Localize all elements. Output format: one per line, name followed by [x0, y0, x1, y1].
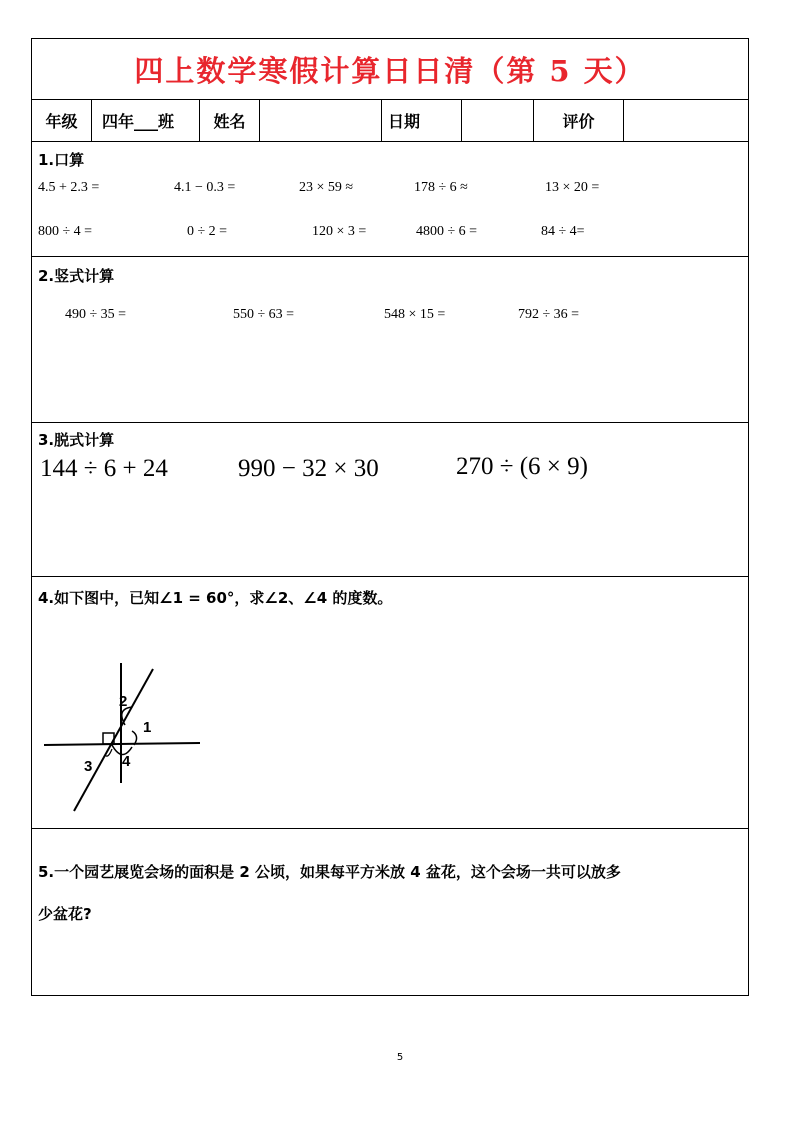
oral-problem: 13 × 20 =	[545, 180, 600, 195]
page-title: 四上数学寒假计算日日清（第 5 天）	[134, 53, 646, 88]
oral-problem: 0 ÷ 2 =	[187, 224, 228, 239]
vertical-problem: 550 ÷ 63 =	[233, 307, 295, 322]
oral-problem: 120 × 3 =	[312, 224, 367, 239]
eval-field[interactable]	[624, 99, 750, 141]
section-title: 4.如下图中，已知∠1 = 60°，求∠2、∠4 的度数。	[38, 589, 393, 607]
vertical-problem: 792 ÷ 36 =	[518, 307, 580, 322]
name-label: 姓名	[200, 99, 260, 141]
grade-label: 年级	[32, 99, 92, 141]
oral-problem: 84 ÷ 4=	[541, 224, 585, 239]
vertical-problem: 490 ÷ 35 =	[65, 307, 127, 322]
word-problem-line: 少盆花?	[38, 905, 92, 923]
section-oral-calc	[32, 143, 748, 257]
angle-label-3: 3	[84, 758, 93, 775]
angle-label-2: 2	[119, 693, 128, 710]
section-word-problem	[32, 829, 748, 997]
oral-problem: 4.5 + 2.3 =	[38, 180, 100, 195]
section-title: 1.口算	[38, 151, 85, 169]
section-title: 2.竖式计算	[38, 267, 115, 285]
oral-problem: 800 ÷ 4 =	[38, 224, 93, 239]
angle-label-4: 4	[122, 753, 131, 770]
eval-label: 评价	[534, 99, 624, 141]
date-field[interactable]	[462, 99, 534, 141]
oral-problem: 23 × 59 ≈	[299, 180, 354, 195]
date-label: 日期	[382, 99, 462, 141]
name-field[interactable]	[260, 99, 382, 141]
word-problem-line: 5.一个园艺展览会场的面积是 2 公顷，如果每平方米放 4 盆花，这个会场一共可以放多	[38, 863, 621, 881]
oral-problem: 4.1 − 0.3 =	[174, 180, 236, 195]
section-angle-problem	[32, 577, 748, 829]
oral-problem: 4800 ÷ 6 =	[416, 224, 478, 239]
page-number: 5	[396, 1052, 404, 1063]
angle-diagram	[40, 659, 210, 819]
section-title: 3.脱式计算	[38, 431, 115, 449]
section-stepwise-calc	[32, 423, 748, 577]
title-row	[32, 39, 748, 100]
vertical-problem: 548 × 15 =	[384, 307, 446, 322]
worksheet	[31, 38, 749, 996]
stepwise-problem: 144 ÷ 6 + 24	[40, 455, 168, 482]
stepwise-problem: 270 ÷ (6 × 9)	[456, 453, 588, 480]
class-field[interactable]: 四年___班	[92, 99, 200, 141]
angle-label-1: 1	[143, 719, 152, 736]
section-vertical-calc	[32, 257, 748, 423]
stepwise-problem: 990 − 32 × 30	[238, 455, 379, 482]
info-row	[32, 99, 748, 142]
oral-problem: 178 ÷ 6 ≈	[414, 180, 468, 195]
